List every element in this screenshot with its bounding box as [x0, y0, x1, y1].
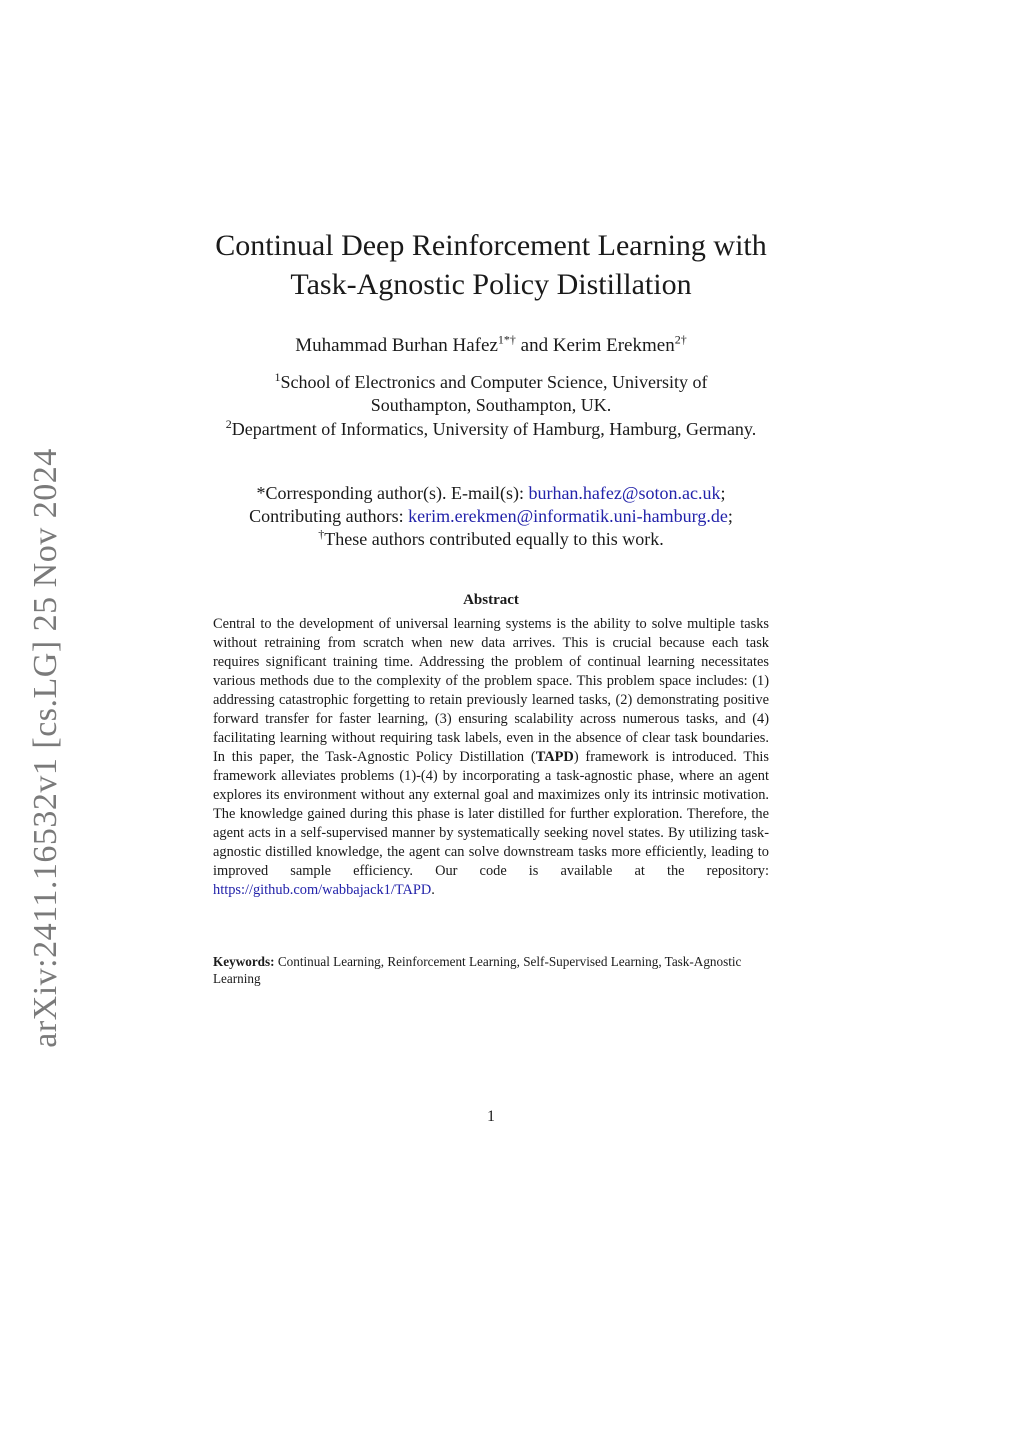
keywords-section	[213, 953, 769, 987]
affiliation-2	[0, 418, 982, 441]
abstract-body	[213, 615, 769, 900]
title-line-2: Task-Agnostic Policy Distillation	[290, 268, 692, 301]
abstract-bold-term: TAPD	[535, 749, 574, 765]
contributing-email-link[interactable]: kerim.erekmen@informatik.uni-hamburg.de	[408, 506, 728, 526]
abstract-text-part-1: Central to the development of universal learning systems is the ability to solve multiple tasks without retraining from scratch when new data arrives. This is crucial because each task requires significant training time. Addressing the problem of continual learning necessitates various methods due to the complexity of the problem space. This problem space includes: (1) addressing catastrophic forgetting to retain previously learned tasks, (2) demonstrating positive forward transfer for faster learning, (3) ensuring scalability across numerous tasks, and (4) facilitating learning without requiring task labels, even in the absence of clear task boundaries. In this paper, the Task-Agnostic Policy Distillation (	[213, 616, 769, 765]
author-2-marks: 2†	[674, 332, 687, 347]
arxiv-identifier-stamp: arXiv:2411.16532v1 [cs.LG] 25 Nov 2024	[27, 448, 64, 1048]
contributing-prefix: Contributing authors:	[249, 506, 409, 526]
corresponding-prefix: *Corresponding author(s). E-mail(s):	[256, 483, 529, 503]
affiliation-2-mark: 2	[225, 417, 232, 431]
affiliation-1-line-1: School of Electronics and Computer Science, University of	[280, 372, 708, 392]
author-2-name: Kerim Erekmen	[552, 335, 675, 356]
page-number: 1	[487, 1108, 495, 1125]
corresponding-separator: ;	[720, 483, 726, 503]
abstract-text-end: .	[431, 882, 435, 898]
affiliation-2-line-1: Department of Informatics, University of Hamburg, Hamburg, Germany.	[231, 419, 757, 439]
keywords-text: Continual Learning, Reinforcement Learning, Self-Supervised Learning, Task-Agnostic Learning	[213, 954, 742, 986]
paper-title	[0, 226, 982, 304]
corresponding-line	[0, 482, 982, 505]
equal-contribution-line	[0, 528, 982, 551]
contributing-line	[0, 505, 982, 528]
abstract-heading: Abstract	[463, 592, 519, 608]
contact-info	[0, 482, 982, 551]
affiliation-1-mark: 1	[274, 370, 281, 384]
affiliation-1	[0, 371, 982, 417]
equal-contribution-mark: †	[318, 527, 325, 541]
author-conjunction: and	[520, 335, 549, 356]
affiliation-1-line-2: Southampton, Southampton, UK.	[370, 395, 612, 415]
author-list	[0, 332, 982, 357]
author-1-name: Muhammad Burhan Hafez	[295, 335, 498, 356]
title-line-1: Continual Deep Reinforcement Learning with	[215, 229, 767, 262]
keywords-label: Keywords:	[213, 954, 275, 969]
equal-contribution-note: These authors contributed equally to this work.	[324, 529, 664, 549]
abstract-text-part-2: ) framework is introduced. This framework alleviates problems (1)-(4) by incorporating a task-agnostic phase, where an agent explores its environment without any external goal and maximizes only its intrinsic motivation. The knowledge gained during this phase is later distilled for further exploration. Therefore, the agent acts in a self-supervised manner by systematically seeking novel states. By utilizing task-agnostic distilled knowledge, the agent can solve downstream tasks more efficiently, leading to improved sample efficiency. Our code is available at the repository:	[213, 749, 769, 879]
repository-link[interactable]: https://github.com/wabbajack1/TAPD	[213, 882, 432, 898]
contributing-separator: ;	[727, 506, 733, 526]
author-1-marks: 1*†	[497, 332, 516, 347]
corresponding-email-link[interactable]: burhan.hafez@soton.ac.uk	[528, 483, 721, 503]
